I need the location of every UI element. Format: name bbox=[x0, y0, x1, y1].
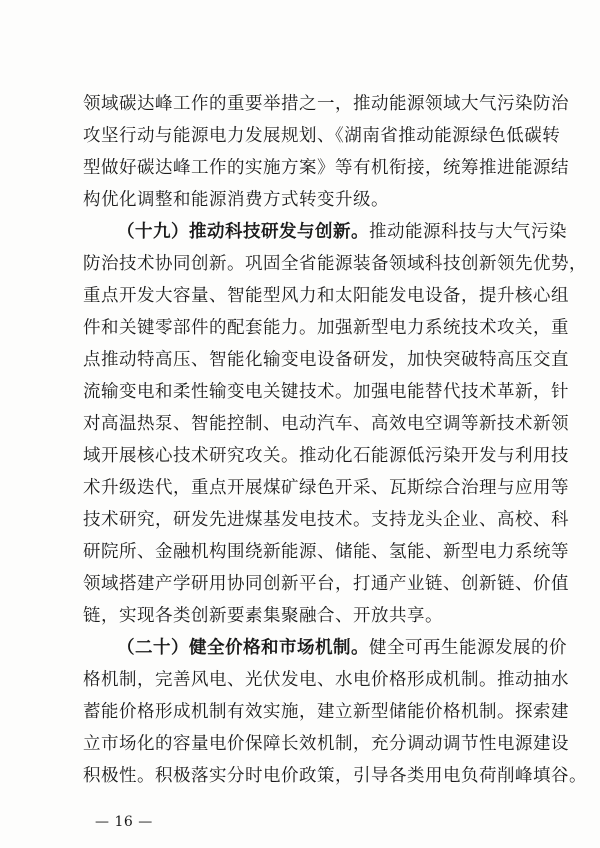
text-line-10: 流输变电和柔性输变电关键技术。加强电能替代技术革新，针 bbox=[83, 382, 569, 402]
text-line-15: 研院所、金融机构围绕新能源、储能、氢能、新型电力系统等 bbox=[83, 542, 569, 562]
page-number: — 16 — bbox=[95, 814, 153, 830]
text-line-3: 型做好碳达峰工作的实施方案》等有机衔接，统筹推进能源结 bbox=[83, 158, 569, 178]
text-line-11: 对高温热泵、智能控制、电动汽车、高效电空调等新技术新领 bbox=[83, 414, 569, 434]
text-line-2: 攻坚行动与能源电力发展规划、《湖南省推动能源绿色低碳转 bbox=[83, 126, 561, 146]
text-line-17: 链，实现各类创新要素集聚融合、开放共享。 bbox=[83, 606, 443, 626]
text-line-9: 点推动特高压、智能化输变电设备研发，加快突破特高压交直 bbox=[83, 350, 569, 370]
section-19-heading: （十九）推动科技研发与创新。 bbox=[117, 222, 369, 242]
section-19-first-line bbox=[117, 220, 567, 246]
text-line-8: 件和关键零部件的配套能力。加强新型电力系统技术攻关，重 bbox=[83, 318, 569, 338]
text-line-19: 格机制，完善风电、光伏发电、水电价格形成机制。推动抽水 bbox=[83, 670, 569, 690]
text-line-14: 技术研究，研发先进煤基发电技术。支持龙头企业、高校、科 bbox=[83, 510, 569, 530]
text-line-13: 术升级迭代，重点开展煤矿绿色开采、瓦斯综合治理与应用等 bbox=[83, 478, 569, 498]
text-line-4: 构优化调整和能源消费方式转变升级。 bbox=[83, 190, 389, 210]
text-line-12: 域开展核心技术研究攻关。推动化石能源低污染开发与利用技 bbox=[83, 446, 569, 466]
text-line-6: 防治技术协同创新。巩固全省能源装备领域科技创新领先优势， bbox=[83, 254, 587, 274]
section-20-first-text: 健全可再生能源发展的价 bbox=[369, 638, 567, 658]
text-line-7: 重点开发大容量、智能型风力和太阳能发电设备，提升核心组 bbox=[83, 286, 569, 306]
text-line-22: 积极性。积极落实分时电价政策，引导各类用电负荷削峰填谷。 bbox=[83, 766, 587, 786]
section-20-heading: （二十）健全价格和市场机制。 bbox=[117, 638, 369, 658]
text-line-20: 蓄能价格形成机制有效实施，建立新型储能价格机制。探索建 bbox=[83, 702, 569, 722]
text-line-16: 领域搭建产学研用协同创新平台，打通产业链、创新链、价值 bbox=[83, 574, 569, 594]
text-line-1: 领域碳达峰工作的重要举措之一，推动能源领域大气污染防治 bbox=[83, 94, 569, 114]
section-20-first-line bbox=[117, 636, 567, 662]
text-line-21: 立市场化的容量电价保障长效机制，充分调动调节性电源建设 bbox=[83, 734, 569, 754]
section-19-first-text: 推动能源科技与大气污染 bbox=[369, 222, 567, 242]
